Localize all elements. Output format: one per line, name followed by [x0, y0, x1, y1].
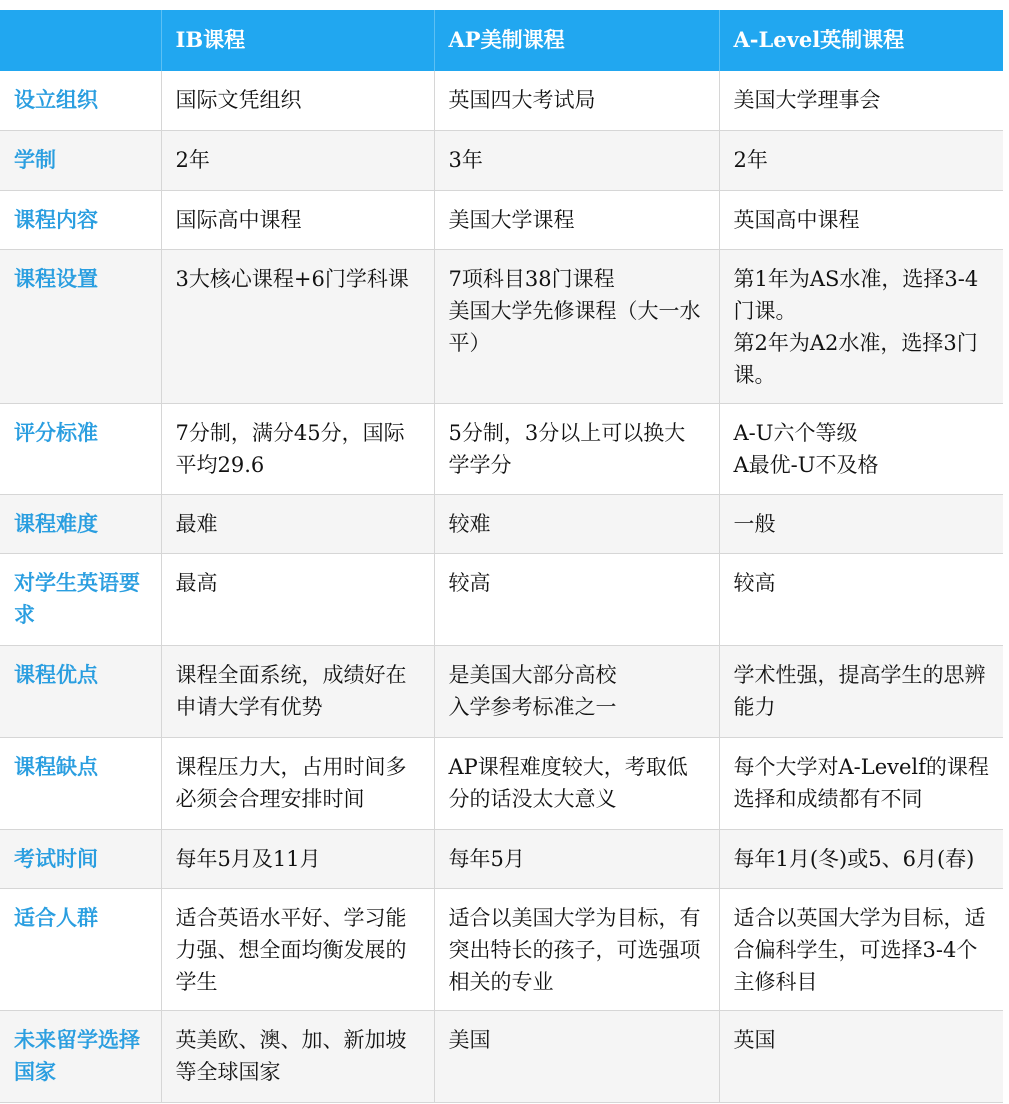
cell-ib	[161, 737, 434, 829]
cell-ib	[161, 645, 434, 737]
cell-alevel	[719, 190, 1003, 249]
row-label: 课程设置	[0, 249, 161, 403]
cell-ib	[161, 494, 434, 553]
row-label: 评分标准	[0, 403, 161, 494]
cell-alevel	[719, 888, 1003, 1010]
cell-alevel	[719, 249, 1003, 403]
cell-text: 较难	[448, 511, 491, 536]
cell-text: 英国	[733, 1027, 776, 1052]
header-row	[0, 10, 1003, 71]
cell-alevel	[719, 403, 1003, 494]
cell-ib	[161, 403, 434, 494]
cell-text: 学术性强，提高学生的思辨能力	[733, 662, 986, 719]
cell-text: 适合以美国大学为目标，有突出特长的孩子，可选强项相关的专业	[448, 905, 701, 994]
cell-ib	[161, 829, 434, 888]
cell-ap	[434, 553, 719, 645]
table-header	[0, 10, 1003, 71]
cell-text: 美国大学理事会	[733, 88, 881, 112]
cell-text: 第2年为A2水准，选择3门课。	[733, 330, 978, 387]
table-row	[0, 829, 1003, 888]
cell-alevel	[719, 1010, 1003, 1102]
cell-text: 英美欧、澳、加、新加坡等全球国家	[175, 1027, 407, 1084]
row-label: 课程内容	[0, 190, 161, 249]
comparison-table	[0, 10, 1003, 1103]
row-label: 考试时间	[0, 829, 161, 888]
table-row	[0, 645, 1003, 737]
row-label: 课程缺点	[0, 737, 161, 829]
cell-text: 3大核心课程+6门学科课	[175, 266, 409, 291]
row-label: 课程优点	[0, 645, 161, 737]
cell-text: A最优-U不及格	[733, 452, 879, 477]
cell-text: 第1年为AS水准，选择3-4门课。	[733, 266, 979, 323]
cell-text: 适合英语水平好、学习能力强、想全面均衡发展的学生	[175, 905, 407, 994]
table-row	[0, 888, 1003, 1010]
header-ap: AP美制课程	[434, 10, 719, 71]
cell-text: 最高	[175, 570, 218, 595]
cell-ib	[161, 190, 434, 249]
cell-alevel	[719, 553, 1003, 645]
table-row	[0, 249, 1003, 403]
cell-alevel	[719, 829, 1003, 888]
row-label: 适合人群	[0, 888, 161, 1010]
cell-ap	[434, 737, 719, 829]
cell-ap	[434, 403, 719, 494]
cell-ap	[434, 249, 719, 403]
cell-ap	[434, 829, 719, 888]
cell-text: 美国大学课程	[448, 207, 575, 232]
cell-text: 国际文凭组织	[175, 88, 302, 112]
cell-ib	[161, 130, 434, 190]
cell-ib	[161, 1010, 434, 1102]
cell-text: 2年	[175, 147, 210, 172]
cell-ap	[434, 494, 719, 553]
cell-ib	[161, 71, 434, 130]
cell-text: 入学参考标准之一	[448, 694, 617, 719]
cell-text: 较高	[733, 570, 776, 595]
table-body	[0, 71, 1003, 1102]
cell-text: 较高	[448, 570, 491, 595]
table-row	[0, 130, 1003, 190]
table-row	[0, 1010, 1003, 1102]
row-label: 课程难度	[0, 494, 161, 553]
header-ib: IB课程	[161, 10, 434, 71]
cell-text: A-U六个等级	[733, 420, 858, 445]
cell-alevel	[719, 737, 1003, 829]
cell-ib	[161, 249, 434, 403]
cell-text: 课程压力大，占用时间多必须会合理安排时间	[175, 754, 407, 811]
cell-text: 5分制，3分以上可以换大学学分	[448, 420, 686, 477]
table-row	[0, 737, 1003, 829]
cell-text: 3年	[448, 147, 483, 172]
row-label: 设立组织	[0, 71, 161, 130]
table-row	[0, 403, 1003, 494]
table-row	[0, 190, 1003, 249]
cell-ap	[434, 645, 719, 737]
cell-text: AP课程难度较大，考取低分的话没太大意义	[448, 754, 688, 811]
row-label: 对学生英语要求	[0, 553, 161, 645]
cell-text: 适合以英国大学为目标，适合偏科学生，可选择3-4个主修科目	[733, 905, 986, 994]
cell-alevel	[719, 645, 1003, 737]
header-corner	[0, 10, 161, 71]
cell-text: 课程全面系统，成绩好在申请大学有优势	[175, 662, 407, 719]
cell-text: 7分制，满分45分，国际平均29.6	[175, 420, 405, 477]
cell-text: 是美国大部分高校	[448, 662, 617, 687]
cell-text: 每年1月(冬)或5、6月(春)	[733, 846, 975, 871]
cell-alevel	[719, 71, 1003, 130]
cell-text: 每年5月	[448, 846, 525, 871]
table-row	[0, 494, 1003, 553]
cell-text: 国际高中课程	[175, 207, 302, 232]
row-label: 未来留学选择国家	[0, 1010, 161, 1102]
cell-text: 每个大学对A-Levelf的课程选择和成绩都有不同	[733, 754, 989, 811]
cell-text: 英国高中课程	[733, 207, 860, 232]
cell-text: 7项科目38门课程	[448, 266, 615, 291]
cell-ap	[434, 130, 719, 190]
cell-text: 英国四大考试局	[448, 88, 596, 112]
cell-ib	[161, 553, 434, 645]
table-row	[0, 553, 1003, 645]
header-alevel: A-Level英制课程	[719, 10, 1003, 71]
cell-text: 最难	[175, 511, 218, 536]
table-row	[0, 71, 1003, 130]
cell-ib	[161, 888, 434, 1010]
cell-text: 每年5月及11月	[175, 846, 321, 871]
cell-text: 2年	[733, 147, 768, 172]
cell-ap	[434, 888, 719, 1010]
cell-alevel	[719, 494, 1003, 553]
cell-ap	[434, 71, 719, 130]
cell-text: 美国大学先修课程（大一水平）	[448, 298, 701, 355]
cell-alevel	[719, 130, 1003, 190]
cell-text: 美国	[448, 1027, 491, 1052]
cell-ap	[434, 190, 719, 249]
cell-ap	[434, 1010, 719, 1102]
row-label: 学制	[0, 130, 161, 190]
cell-text: 一般	[733, 511, 776, 536]
